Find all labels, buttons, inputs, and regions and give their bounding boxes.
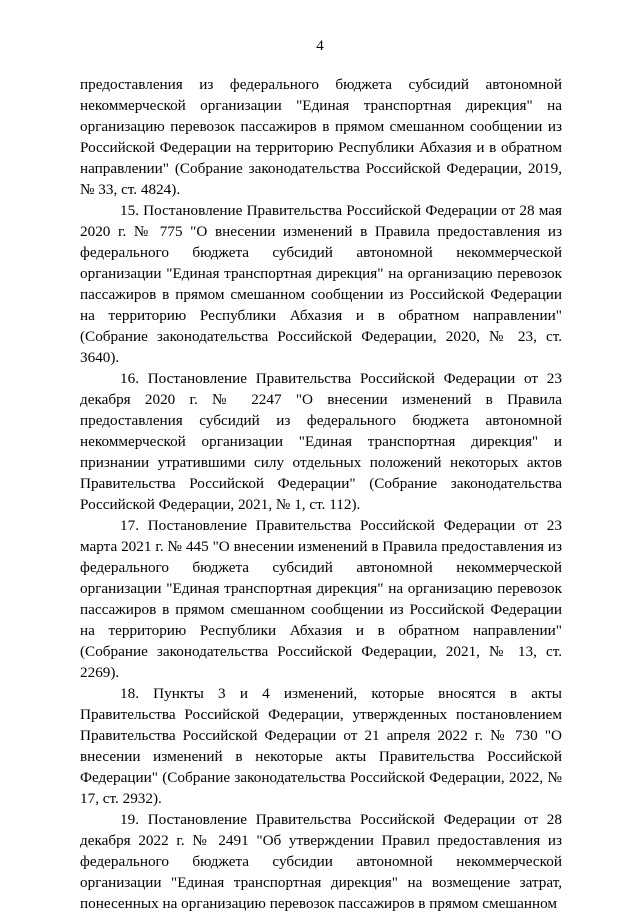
paragraph-item-17: 17. Постановление Правительства Российской Федерации от 23 марта 2021 г. № 445 "О внесении изменений в Правила предоставления из федерального бюджета субсидий автономной некоммерческой организации "Единая транспортная дирекция" на организацию перевозок пассажиров в прямом смешанном сообщении из Российской Федерации на территорию Республики Абхазия и в обратном направлении" (Собрание законодательства Российской Федерации, 2021, № 13, ст. 2269). bbox=[80, 517, 562, 681]
paragraph-item-18: 18. Пункты 3 и 4 изменений, которые вносятся в акты Правительства Российской Федерации, утвержденных постановлением Правительства Российской Федерации от 21 апреля 2022 г. № 730 "О внесении изменений в некоторые акты Правительства Российской Федерации" (Собрание законодательства Российской Федерации, 2022, № 17, ст. 2932). bbox=[80, 685, 562, 807]
paragraph-item-15: 15. Постановление Правительства Российской Федерации от 28 мая 2020 г. № 775 "О внесении изменений в Правила предоставления из федерального бюджета субсидий автономной некоммерческой организации "Единая транспортная дирекция" на организацию перевозок пассажиров в прямом смешанном сообщении из Российской Федерации на территорию Республики Абхазия и в обратном направлении" (Собрание законодательства Российской Федерации, 2020, № 23, ст. 3640). bbox=[80, 202, 562, 366]
paragraph-continuation: предоставления из федерального бюджета субсидий автономной некоммерческой организации "Единая транспортная дирекция" на организацию перевозок пассажиров в прямом смешанном сообщении из Российской Федерации на территорию Республики Абхазия и в обратном направлении" (Собрание законодательства Российской Федерации, 2019, № 33, ст. 4824). bbox=[80, 76, 562, 198]
page-number: 4 bbox=[316, 38, 324, 54]
paragraph-item-19: 19. Постановление Правительства Российской Федерации от 28 декабря 2022 г. № 2491 "Об утверждении Правил предоставления из федерального бюджета субсидии автономной некоммерческой организации "Единая транспортная дирекция" на возмещение затрат, понесенных на организацию перевозок пассажиров в прямом смешанном bbox=[80, 811, 562, 912]
paragraph-item-16: 16. Постановление Правительства Российской Федерации от 23 декабря 2020 г. № 2247 "О внесении изменений в Правила предоставления субсидий из федерального бюджета автономной некоммерческой организации "Единая транспортная дирекция" и признании утратившими силу отдельных положений некоторых актов Правительства Российской Федерации" (Собрание законодательства Российской Федерации, 2021, № 1, ст. 112). bbox=[80, 370, 562, 513]
document-body bbox=[80, 74, 562, 914]
